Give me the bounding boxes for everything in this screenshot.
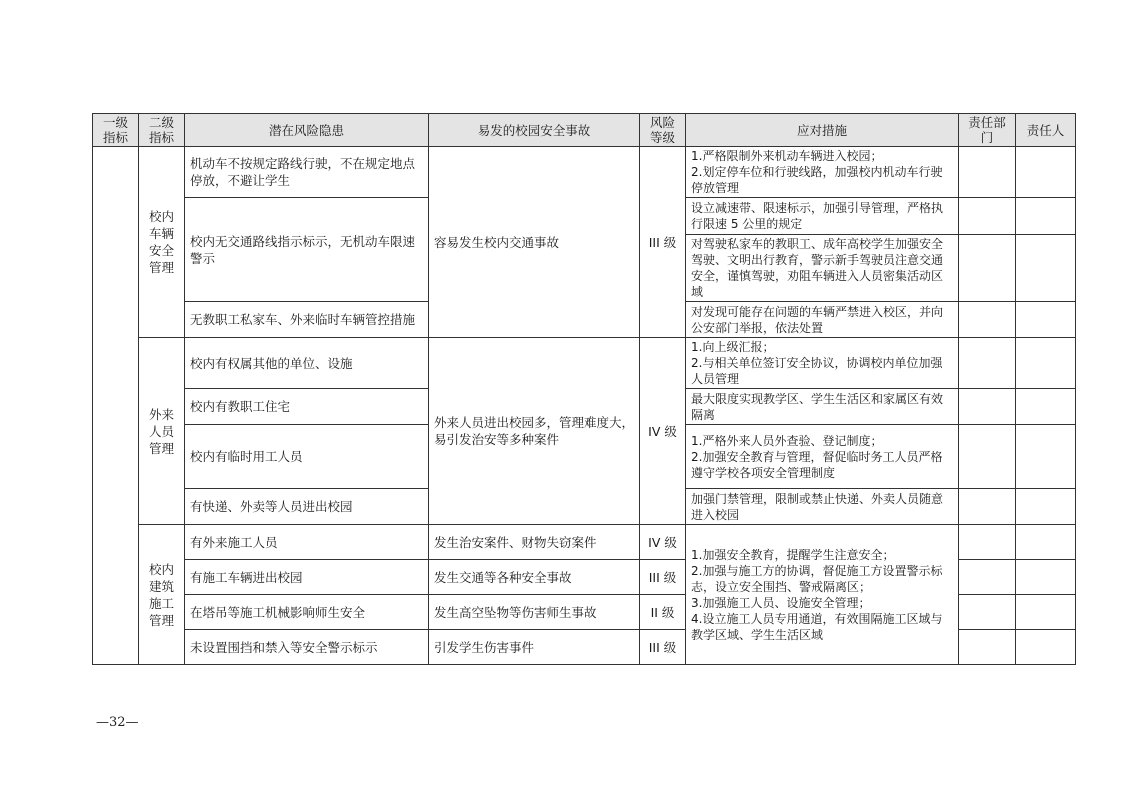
- person-cell: [1016, 389, 1076, 425]
- header-risk-level: 风险等级: [640, 114, 686, 147]
- accident-cell: 发生治安案件、财物失窃案件: [429, 525, 640, 560]
- risk-table: [92, 113, 1076, 665]
- measure-cell: 加强门禁管理，限制或禁止快递、外卖人员随意进入校园: [686, 489, 959, 525]
- header-accident: 易发的校园安全事故: [429, 114, 640, 147]
- page-number: —32—: [96, 715, 139, 730]
- measure-cell: 对发现可能存在问题的车辆严禁进入校区，并向公安部门举报，依法处置: [686, 302, 959, 338]
- accident-cell: 引发学生伤害事件: [429, 630, 640, 665]
- person-cell: [1016, 425, 1076, 489]
- header-person: 责任人: [1016, 114, 1076, 147]
- measure-cell: 最大限度实现教学区、学生生活区和家属区有效隔离: [686, 389, 959, 425]
- risk-level-cell: III 级: [640, 147, 686, 338]
- table-row: [93, 338, 1076, 389]
- measure-cell: 1.严格限制外来机动车辆进入校园； 2.划定停车位和行驶线路，加强校内机动车行驶停放管理: [686, 147, 959, 198]
- person-cell: [1016, 302, 1076, 338]
- person-cell: [1016, 630, 1076, 665]
- header-level1: 一级指标: [93, 114, 139, 147]
- person-cell: [1016, 147, 1076, 198]
- header-dept: 责任部门: [959, 114, 1016, 147]
- hazard-cell: 有施工车辆进出校园: [185, 560, 429, 595]
- dept-cell: [959, 595, 1016, 630]
- risk-level-cell: IV 级: [640, 525, 686, 560]
- header-measures: 应对措施: [686, 114, 959, 147]
- hazard-cell: 校内有教职工住宅: [185, 389, 429, 425]
- hazard-cell: 机动车不按规定路线行驶，不在规定地点停放，不避让学生: [185, 147, 429, 198]
- table-row: [93, 147, 1076, 198]
- hazard-cell: 校内有临时用工人员: [185, 425, 429, 489]
- group-visitor-name: 外来人员管理: [139, 338, 185, 525]
- table-row: [93, 525, 1076, 560]
- hazard-cell: 无教职工私家车、外来临时车辆管控措施: [185, 302, 429, 338]
- measure-cell: 1.严格外来人员外查验、登记制度； 2.加强安全教育与管理，督促临时务工人员严格遵守学校各项安全管理制度: [686, 425, 959, 489]
- hazard-cell: 有外来施工人员: [185, 525, 429, 560]
- dept-cell: [959, 198, 1016, 235]
- dept-cell: [959, 147, 1016, 198]
- dept-cell: [959, 560, 1016, 595]
- group-construction-name: 校内建筑施工管理: [139, 525, 185, 665]
- person-cell: [1016, 560, 1076, 595]
- dept-cell: [959, 630, 1016, 665]
- dept-cell: [959, 389, 1016, 425]
- person-cell: [1016, 338, 1076, 389]
- person-cell: [1016, 198, 1076, 235]
- hazard-cell: 校内有权属其他的单位、设施: [185, 338, 429, 389]
- person-cell: [1016, 525, 1076, 560]
- accident-cell: 容易发生校内交通事故: [429, 147, 640, 338]
- dept-cell: [959, 235, 1016, 302]
- header-hazard: 潜在风险隐患: [185, 114, 429, 147]
- dept-cell: [959, 425, 1016, 489]
- hazard-cell: 有快递、外卖等人员进出校园: [185, 489, 429, 525]
- hazard-cell: 未设置围挡和禁入等安全警示标示: [185, 630, 429, 665]
- person-cell: [1016, 595, 1076, 630]
- table-header-row: [93, 114, 1076, 147]
- person-cell: [1016, 235, 1076, 302]
- dept-cell: [959, 302, 1016, 338]
- accident-cell: 发生交通等各种安全事故: [429, 560, 640, 595]
- header-level2: 二级指标: [139, 114, 185, 147]
- hazard-cell: 校内无交通路线指示标示，无机动车限速警示: [185, 198, 429, 302]
- hazard-cell: 在塔吊等施工机械影响师生安全: [185, 595, 429, 630]
- person-cell: [1016, 489, 1076, 525]
- measure-cell: 1.加强安全教育，提醒学生注意安全； 2.加强与施工方的协调，督促施工方设置警示标志，设立安全围挡、警戒隔离区； 3.加强施工人员、设施安全管理； 4.设立施工人员专用通道，有效围隔施工区域与教学区域、学生生活区域: [686, 525, 959, 665]
- dept-cell: [959, 525, 1016, 560]
- level1-cell: [93, 147, 139, 665]
- risk-level-cell: III 级: [640, 560, 686, 595]
- dept-cell: [959, 338, 1016, 389]
- accident-cell: 发生高空坠物等伤害师生事故: [429, 595, 640, 630]
- measure-cell: 对驾驶私家车的教职工、成年高校学生加强安全驾驶、文明出行教育，警示新手驾驶员注意交通安全，谨慎驾驶，劝阻车辆进入人员密集活动区域: [686, 235, 959, 302]
- risk-level-cell: IV 级: [640, 338, 686, 525]
- measure-cell: 设立减速带、限速标示，加强引导管理，严格执行限速 5 公里的规定: [686, 198, 959, 235]
- dept-cell: [959, 489, 1016, 525]
- risk-level-cell: II 级: [640, 595, 686, 630]
- measure-cell: 1.向上级汇报； 2.与相关单位签订安全协议，协调校内单位加强人员管理: [686, 338, 959, 389]
- group-vehicle-name: 校内车辆安全管理: [139, 147, 185, 338]
- accident-cell: 外来人员进出校园多，管理难度大，易引发治安等多种案件: [429, 338, 640, 525]
- risk-level-cell: III 级: [640, 630, 686, 665]
